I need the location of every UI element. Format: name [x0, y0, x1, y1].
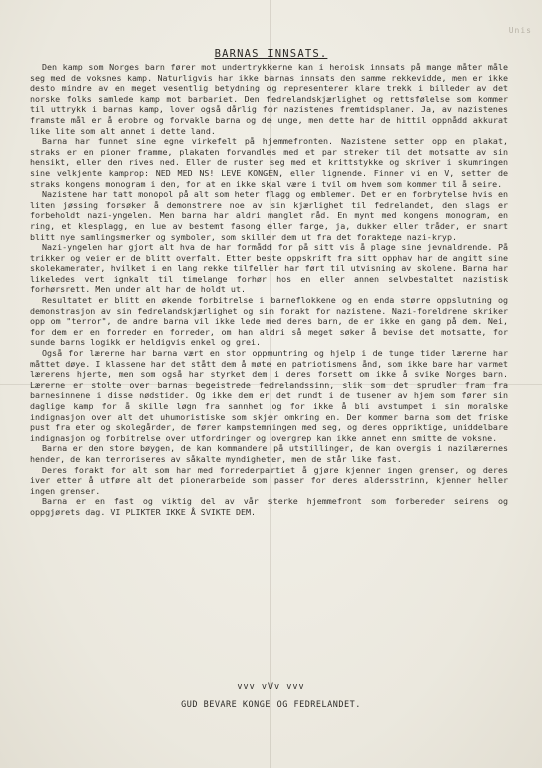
- paragraph: Barna er den store bøygen, de kan kommandere på utstillinger, de kan overgis i nazilærernes hender, de kan terroriseres av såkalte myndigheter, men de står like fast.: [30, 443, 508, 464]
- paragraph: Resultatet er blitt en økende forbitrelse i barneflokkene og en enda større oppslutning og demonstrasjon av sin fedrelandskjærlighet og sin forakt for nazistene. Nazi-foreldrene skriker opp om "terror", de andre barna vil ikke lede med deres barn, de er ikke en gang på dem. Nei, for dem er en forreder en forreder, om han aldri så meget søker å bevise det motsatte, for sunde barns logikk er heldigvis enkel og grei.: [30, 295, 508, 348]
- corner-mark: Unis: [508, 26, 532, 35]
- paragraph: Nazi-yngelen har gjort alt hva de har formådd for på sitt vis å plage sine jevnaldrende. På trikker og veier er de blitt overfalt. Etter beste oppskrift fra sitt opphav har de angitt sine skolekamerater, hvilket i en lang rekke tilfeller har ført til utvisning av skolene. Barna har likeledes vert ignkalt til timelange forhør hos en eller annen selvbestaltet nazistisk forhørsrett. Men under alt har de holdt ut.: [30, 242, 508, 295]
- paragraph: Barna er en fast og viktig del av vår sterke hjemmefront som forbereder seirens og oppgjørets dag. VI PLIKTER IKKE Å SVIKTE DEM.: [30, 496, 508, 517]
- paragraph: Den kamp som Norges barn fører mot undertrykkerne kan i heroisk innsats på mange måter måle seg med de voksnes kamp. Naturligvis har ikke barnas innsats den samme rekkevidde, men er ikke desto mindre av en meget vesentlig betydning og representerer klare trekk i billeder av det norske folks samlede kamp mot barbariet. Den fedrelandskjærlighet og rettsfølelse som kommer til uttrykk i barnas kamp, lover også dårlig for nazistenes fremtidsplaner. Ja, av nazistenes framste mål er å erobre og forvakle barna og de unge, men dette har de hittil oppnådd akkurat like lite som alt annet i dette land.: [30, 62, 508, 136]
- document-title: BARNAS INNSATS.: [214, 48, 328, 60]
- paragraph: Også for lærerne har barna vært en stor oppmuntring og hjelp i de tunge tider lærerne har måttet døye. I klassene har det stått dem å møte en patriotismens ånd, som ikke bare har varmet lærerens hjerte, men som også har styrket dem i deres forsett om ikke å svike Norges barn. Lærerne er stolte over barnas begeistrede fedrelandssinn, slik som det sprudler fram fra barnesinnene i disse nødstider. Og ikke dem er det rundt i de tusener av hjem som fører sin daglige kamp for å skille løgn fra sannhet og for ikke å bli avstumpet i sin moralske indignasjon over alt det uhumoristiske som skjer omkring en. Der kommer barna som det friske pust fra eter og skolegårder, de fører kampstemningen med seg, og deres oppriktige, uniddelbare indignasjon og forbitrelse over utfordringer og overgrep kan ikke annet enn smitte de voksne.: [30, 348, 508, 443]
- vvv-line: vvv vVv vvv: [237, 682, 305, 692]
- paragraph: Barna har funnet sine egne virkefelt på hjemmefronten. Nazistene setter opp en plakat, straks er en pioner framme, plakaten forvandles med et par streker til det motsatte av sin hensikt, eller den rives ned. Eller de ruster seg med et krittstykke og skriver i skumringen sine velkjente kamprop: NED MED NS! LEVE KONGEN, eller lignende. Finner vi en V, setter de straks kongens monogram i den, for at en ikke skal være i tvil om hvem som kommer til å seire.: [30, 136, 508, 189]
- closing-line: GUD BEVARE KONGE OG FEDRELANDET.: [181, 700, 361, 710]
- paragraph: Nazistene har tatt monopol på alt som heter flagg og emblemer. Det er en forbrytelse hvis en liten jøssing forsøker å demonstrere noe av sin kjærlighet til fedrelandet, den slags er forbeholdt nazi-yngelen. Men barna har aldri manglet råd. En mynt med kongens monogram, en ring, et klesplagg, en lue av bestemt fasong eller farge, ja, dukker eller tråder, er snart blitt nye samlingsmerker og symboler, som skiller dem ut fra det forakteде nazi-kryp.: [30, 189, 508, 242]
- paragraph: Deres forakt for alt som har med forrederpartiet å gjøre kjenner ingen grenser, og deres iver etter å utføre alt det pionerarbeide som passer for deres aldersstrinn, kjenner heller ingen grenser.: [30, 464, 508, 496]
- document-body: [30, 62, 508, 518]
